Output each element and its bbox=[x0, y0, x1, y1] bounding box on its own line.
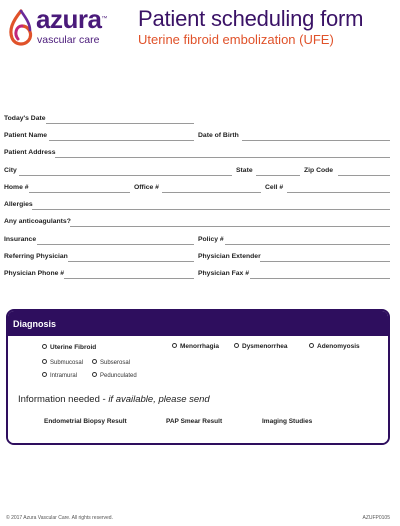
brand-subtitle: vascular care bbox=[37, 34, 100, 46]
pedunculated-option[interactable] bbox=[92, 372, 137, 381]
referring-physician-line bbox=[68, 261, 194, 262]
todays-date-label: Today's Date bbox=[4, 115, 46, 122]
pap-smear-label: PAP Smear Result bbox=[166, 418, 223, 425]
brand-name: azura™ bbox=[36, 4, 107, 34]
diagnosis-header bbox=[8, 311, 388, 336]
diagnosis-body bbox=[8, 336, 388, 445]
referring-physician-field[interactable] bbox=[4, 250, 194, 262]
anticoagulants-field[interactable] bbox=[4, 215, 390, 227]
information-needed-italic: if available, please send bbox=[108, 394, 210, 405]
patient-address-label: Patient Address bbox=[4, 149, 56, 156]
endometrial-biopsy-label: Endometrial Biopsy Result bbox=[44, 418, 127, 425]
zip-code-line bbox=[338, 175, 390, 176]
submucosal-option[interactable] bbox=[42, 359, 83, 368]
diagnosis-title: Diagnosis bbox=[13, 319, 57, 329]
state-field[interactable] bbox=[236, 164, 300, 176]
diagnosis-panel bbox=[6, 309, 390, 445]
office-phone-label: Office # bbox=[134, 184, 159, 191]
insurance-line bbox=[37, 244, 194, 245]
adenomyosis-label: Adenomyosis bbox=[317, 343, 360, 350]
allergies-label: Allergies bbox=[4, 201, 33, 208]
patient-name-field[interactable] bbox=[4, 129, 194, 141]
city-label: City bbox=[4, 167, 17, 174]
subserosal-option[interactable] bbox=[92, 359, 130, 368]
patient-address-field[interactable] bbox=[4, 146, 390, 158]
city-line bbox=[19, 175, 232, 176]
submucosal-label: Submucosal bbox=[50, 360, 84, 366]
allergies-line bbox=[32, 209, 390, 210]
physician-fax-line bbox=[250, 278, 390, 279]
cell-phone-field[interactable] bbox=[265, 181, 390, 193]
information-needed-label: Information needed - bbox=[18, 394, 106, 405]
dysmenorrhea-option[interactable] bbox=[234, 342, 288, 351]
radio-icon bbox=[92, 359, 97, 364]
home-phone-line bbox=[29, 192, 130, 193]
physician-extender-line bbox=[260, 261, 390, 262]
menorrhagia-label: Menorrhagia bbox=[180, 343, 220, 350]
page-subtitle: Uterine fibroid embolization (UFE) bbox=[138, 32, 334, 47]
office-phone-field[interactable] bbox=[134, 181, 261, 193]
radio-icon bbox=[42, 344, 47, 349]
allergies-field[interactable] bbox=[4, 198, 390, 210]
physician-fax-field[interactable] bbox=[198, 267, 390, 279]
form-code: AZUFP0105 bbox=[362, 515, 390, 521]
todays-date-field[interactable] bbox=[4, 112, 194, 124]
insurance-label: Insurance bbox=[4, 236, 37, 243]
anticoagulants-label: Any anticoagulants? bbox=[4, 218, 71, 225]
physician-fax-label: Physician Fax # bbox=[198, 270, 250, 277]
intramural-option[interactable] bbox=[42, 372, 77, 381]
policy-label: Policy # bbox=[198, 236, 224, 243]
todays-date-line bbox=[46, 123, 194, 124]
radio-icon bbox=[172, 343, 177, 348]
policy-line bbox=[225, 244, 390, 245]
insurance-field[interactable] bbox=[4, 233, 194, 245]
patient-name-label: Patient Name bbox=[4, 132, 48, 139]
date-of-birth-line bbox=[242, 140, 390, 141]
state-label: State bbox=[236, 167, 253, 174]
dysmenorrhea-label: Dysmenorrhea bbox=[242, 343, 288, 350]
city-field[interactable] bbox=[4, 164, 232, 176]
cell-phone-line bbox=[287, 192, 390, 193]
patient-address-line bbox=[55, 157, 390, 158]
home-phone-label: Home # bbox=[4, 184, 29, 191]
subserosal-label: Subserosal bbox=[100, 360, 131, 366]
trademark-mark: ™ bbox=[101, 16, 107, 22]
physician-phone-line bbox=[64, 278, 194, 279]
radio-icon bbox=[92, 372, 97, 377]
pedunculated-label: Pedunculated bbox=[100, 373, 137, 379]
menorrhagia-option[interactable] bbox=[172, 342, 219, 351]
physician-phone-field[interactable] bbox=[4, 267, 194, 279]
anticoagulants-line bbox=[70, 226, 390, 227]
home-phone-field[interactable] bbox=[4, 181, 130, 193]
cell-phone-label: Cell # bbox=[265, 184, 284, 191]
adenomyosis-option[interactable] bbox=[309, 342, 360, 351]
physician-phone-label: Physician Phone # bbox=[4, 270, 65, 277]
uterine-fibroid-label: Uterine Fibroid bbox=[50, 344, 97, 351]
date-of-birth-field[interactable] bbox=[198, 129, 390, 141]
zip-code-field[interactable] bbox=[304, 164, 390, 176]
information-needed-text bbox=[18, 394, 210, 405]
patient-name-line bbox=[49, 140, 194, 141]
state-line bbox=[256, 175, 300, 176]
date-of-birth-label: Date of Birth bbox=[198, 132, 239, 139]
radio-icon bbox=[42, 372, 47, 377]
radio-icon bbox=[234, 343, 239, 348]
referring-physician-label: Referring Physician bbox=[4, 253, 68, 260]
policy-field[interactable] bbox=[198, 233, 390, 245]
radio-icon bbox=[309, 343, 314, 348]
office-phone-line bbox=[162, 192, 261, 193]
physician-extender-label: Physician Extender bbox=[198, 253, 261, 260]
copyright-text: © 2017 Azura Vascular Care. All rights reserved. bbox=[6, 515, 113, 521]
azura-logo-icon bbox=[6, 8, 36, 48]
physician-extender-field[interactable] bbox=[198, 250, 390, 262]
radio-icon bbox=[42, 359, 47, 364]
zip-code-label: Zip Code bbox=[304, 167, 334, 174]
page-title: Patient scheduling form bbox=[138, 6, 364, 31]
uterine-fibroid-option[interactable] bbox=[42, 343, 96, 352]
imaging-studies-label: Imaging Studies bbox=[262, 418, 313, 425]
intramural-label: Intramural bbox=[50, 373, 78, 379]
